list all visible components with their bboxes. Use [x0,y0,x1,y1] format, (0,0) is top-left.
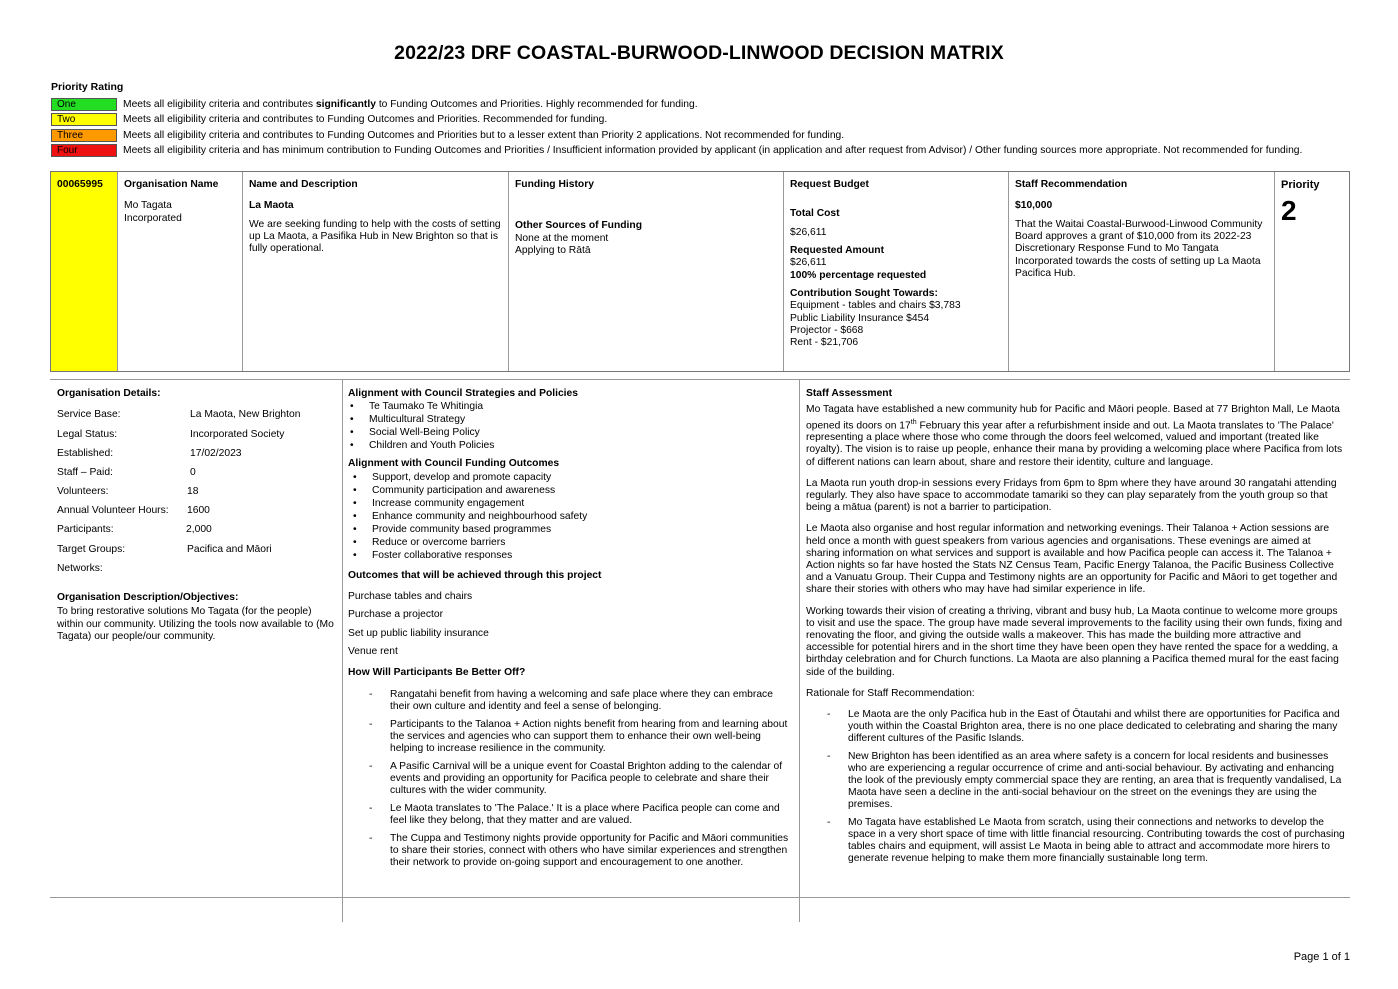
organisation-detail-row [57,409,335,428]
other-source-item: None at the moment [515,232,609,244]
rationale-item: - Le Maota are the only Pacifica hub in the East of Ōtautahi and whilst there are opportunities for Pacifica and youth within the Coastal Brighton area, there is no one place dedicated to celebrating and sharing the many different cultures of the Pasific Islands. [848,709,1346,745]
organisation-description-heading: Organisation Description/Objectives: [57,592,239,604]
detail-value: 18 [187,486,199,498]
total-cost-value: $26,611 [790,226,827,238]
priority-value: 2 [1281,195,1297,227]
detail-value: Pacifica and Māori [187,543,272,555]
priority-level-swatch: Three [51,129,117,142]
priority-cell [1275,172,1349,371]
assessment-paragraph: Mo Tagata have established a new community hub for Pacific and Māori people. Based at 77 Brighton Mall, Le Maota opened its doors on 17th February this year after a refurbishment inside and out. La Maota translates to 'The Palace' representing a place where those who come through the doors feel welcomed, valued and important (treated like royalty). The vision is to raise up people, enhance their mana by providing a welcoming place where Pacifica from lots of different nations can learn about, share and restore their identity, culture and language. [806,404,1343,468]
detail-label: Volunteers: [57,486,109,498]
strategy-item: • Children and Youth Policies [369,439,793,452]
organisation-detail-row [57,486,335,505]
rationale-heading: Rationale for Staff Recommendation: [806,687,975,699]
organisation-detail-row [57,563,335,582]
section-divider [50,379,1350,380]
funding-history-cell [509,172,784,371]
funding-outcome-item: • Provide community based programmes [372,523,793,536]
column-divider [799,379,800,922]
funding-outcome-item: • Support, develop and promote capacity [372,471,793,484]
organisation-detail-row [57,467,335,486]
funding-outcome-item: • Community participation and awareness [372,484,793,497]
rationale-list [806,709,1346,865]
project-description: We are seeking funding to help with the costs of setting up La Maota, a Pasifika Hub in New Brighton so that is fully operational. [249,218,501,255]
organisation-detail-row [57,429,335,448]
other-source-item: Applying to Rātā [515,245,591,257]
staff-recommendation-header: Staff Recommendation [1015,179,1128,190]
priority-level-text: Meets all eligibility criteria and contributes to Funding Outcomes and Priorities. Recommended for funding. [123,114,608,126]
organisation-name-header: Organisation Name [124,179,219,190]
rationale-item: - New Brighton has been identified as an area where safety is a concern for local residents and businesses who are experiencing a regular occurrence of crime and anti-social behaviour. By activating and enhancing the look of the previously empty commercial space they are renting, an area that is frequently vandalised, La Maota have seen a decline in the anti-social behaviour on the street on the evenings they are using the premises. [848,751,1346,811]
funding-outcome-item: • Increase community engagement [372,497,793,510]
funding-outcome-item: • Foster collaborative responses [372,549,793,562]
organisation-name: Mo Tagata Incorporated [124,200,182,224]
better-off-heading: How Will Participants Be Better Off? [348,667,526,679]
detail-value: 2,000 [186,524,212,536]
requested-amount-label: Requested Amount [790,245,885,257]
better-off-list [348,689,793,869]
strategy-item: • Multicultural Strategy [369,413,793,426]
staff-assessment [806,388,1346,871]
requested-amount-value: $26,611 [790,257,827,269]
achieve-heading: Outcomes that will be achieved through this project [348,569,602,581]
achieve-list [348,591,793,658]
rationale-item: - Mo Tagata have established Le Maota from scratch, using their connections and networks to develop the space in a very short space of time with little financial resourcing. Contributing towards the cost of purchasing tables chairs and equipment, will assist Le Maota in being able to attract and accommodate more hirers to generate revenue helping to make them more financially sustainable long term. [848,817,1346,865]
percent-requested: 100% percentage requested [790,269,927,281]
achieve-item: Purchase a projector [348,609,444,621]
organisation-description: To bring restorative solutions Mo Tagata (for the people) within our community. Utilizing the tools now available to (Mo Tagata) our people/our community. [57,606,334,643]
project-name: La Maota [249,200,294,212]
better-off-item: - Participants to the Talanoa + Action nights benefit from hearing from and learning about the services and agencies who can support them to enhance their own well-being helping to increase resilience in the community. [390,719,793,755]
funding-outcome-item: • Enhance community and neighbourhood safety [372,510,793,523]
priority-level-text: Meets all eligibility criteria and contributes significantly to Funding Outcomes and Priorities. Highly recommended for funding. [123,99,698,110]
detail-label: Legal Status: [57,428,118,440]
page-number: Page 1 of 1 [1293,951,1350,963]
recommended-amount: $10,000 [1015,200,1053,212]
funding-outcomes-list [348,471,793,562]
strategies-list [348,400,793,452]
name-description-header: Name and Description [249,179,358,190]
better-off-item: - A Pasific Carnival will be a unique event for Coastal Brighton adding to the calendar of events and providing an opportunity for Pacifica people to celebrate and share their cultures with the wider community. [390,761,793,797]
priority-rating-heading: Priority Rating [51,81,124,93]
detail-value: Incorporated Society [190,428,285,440]
priority-level-text: Meets all eligibility criteria and has minimum contribution to Funding Outcomes and Priorities / Insufficient information provided by applicant (in application and after request from Advisor) / Other funding sources more appropriate. Not recommended for funding. [123,144,1303,156]
achieve-item: Set up public liability insurance [348,627,489,639]
assessment-paragraph: Le Maota also organise and host regular information and networking evenings. Their Talanoa + Action sessions are held once a month with guest speakers from various agencies and organisations. These evenings are aimed at sharing information on what services and support is available and how Pacifica people can access it. The Talanoa + Action nights so far have hosted the Stats NZ Census Team, Pacific Energy Talanoa, the Pacific Business Collective and a Vanuatu Group. Their Cuppa and Testimony nights are an opportunity for Pacific and Māori to get together and share their stories with others who may have had similar experience in life. [806,523,1338,596]
achieve-item: Venue rent [348,646,398,658]
request-budget-cell [784,172,1009,371]
better-off-item: - Rangatahi benefit from having a welcoming and safe place where they can embrace their own culture and identity and feel a sense of belonging. [390,689,793,713]
detail-label: Established: [57,447,114,459]
contribution-item: Projector - $668 [790,325,864,337]
detail-label: Staff – Paid: [57,466,113,478]
application-id: 00065995 [57,179,103,190]
strategy-item: • Te Taumako Te Whitingia [369,400,793,413]
detail-value: 17/02/2023 [190,447,242,459]
total-cost-label: Total Cost [790,208,840,220]
name-description-cell [243,172,509,371]
funding-history-header: Funding History [515,179,594,190]
contribution-item: Equipment - tables and chairs $3,783 [790,300,961,312]
priority-level-swatch: One [51,98,117,111]
detail-label: Participants: [57,524,114,536]
detail-label: Target Groups: [57,543,126,555]
contribution-label: Contribution Sought Towards: [790,288,938,300]
detail-label: Service Base: [57,409,121,421]
organisation-detail-row [57,524,335,543]
assessment-paragraph: La Maota run youth drop-in sessions every Fridays from 6pm to 8pm where they have around 30 rangatahi attending regularly. They also have space to accommodate tamariki so they can play separately from the youth group so that being a mātua (parent) is not a barrier to participation. [806,477,1337,514]
achieve-item: Purchase tables and chairs [348,591,473,603]
priority-level-swatch: Two [51,113,117,126]
better-off-item: - Le Maota translates to 'The Palace.' It is a place where Pacifica people can come and feel like they belong, that they matter and are valued. [390,803,793,827]
strategy-item: • Social Well-Being Policy [369,426,793,439]
staff-recommendation-cell [1009,172,1275,371]
organisation-detail-row [57,505,335,524]
recommendation-text: That the Waitai Coastal-Burwood-Linwood Community Board approves a grant of $10,000 from its 2022-23 Discretionary Response Fund to Mo Tangata Incorporated towards the costs of setting up La Maota Pacifica Hub. [1015,218,1263,280]
priority-level-text: Meets all eligibility criteria and contributes to Funding Outcomes and Priorities but to a lesser extent than Priority 2 applications. Not recommended for funding. [123,129,845,141]
assessment-paragraph: Working towards their vision of creating a thriving, vibrant and busy hub, La Maota continue to welcome more groups to visit and use the space. The group have made several improvements to the facility using their own funds, fixing and renovating the floor, and giving the outside walls a makeover. This has made the building more attractive and accessible for potential hirers and in the short time they have been open they have rented the space for a wedding, a birthday celebration and for Church functions. La Maota are also planning a Pacifica themed mural for the east facing side of the building. [806,605,1343,678]
request-budget-header: Request Budget [790,179,869,190]
column-divider [342,379,343,922]
detail-label: Annual Volunteer Hours: [57,505,169,517]
funding-outcome-item: • Reduce or overcome barriers [372,536,793,549]
organisation-detail-row [57,544,335,563]
section-divider [50,897,1350,898]
organisation-details-heading: Organisation Details: [57,388,161,399]
better-off-item: - The Cuppa and Testimony nights provide opportunity for Pacific and Māori communities to share their stories, connect with others who have similar experiences and strengthen their network to provide on-going support and encouragement to one another. [390,833,793,869]
priority-level-swatch: Four [51,144,117,157]
funding-outcomes-heading: Alignment with Council Funding Outcomes [348,458,560,470]
alignment-column [348,388,793,875]
staff-assessment-heading: Staff Assessment [806,388,893,399]
detail-value: La Maota, New Brighton [190,409,301,421]
page-title: 2022/23 DRF COASTAL-BURWOOD-LINWOOD DECISION MATRIX [394,42,1004,64]
application-id-cell [51,172,118,371]
organisation-detail-row [57,448,335,467]
priority-header: Priority [1281,179,1320,191]
contribution-item: Rent - $21,706 [790,337,859,349]
strategies-heading: Alignment with Council Strategies and Policies [348,388,579,399]
organisation-cell [118,172,243,371]
application-table [50,171,1350,372]
contribution-item: Public Liability Insurance $454 [790,312,930,324]
detail-label: Networks: [57,562,103,574]
detail-value: 1600 [187,505,210,517]
detail-value: 0 [190,466,196,478]
other-sources-label: Other Sources of Funding [515,220,642,232]
organisation-details [57,388,335,643]
